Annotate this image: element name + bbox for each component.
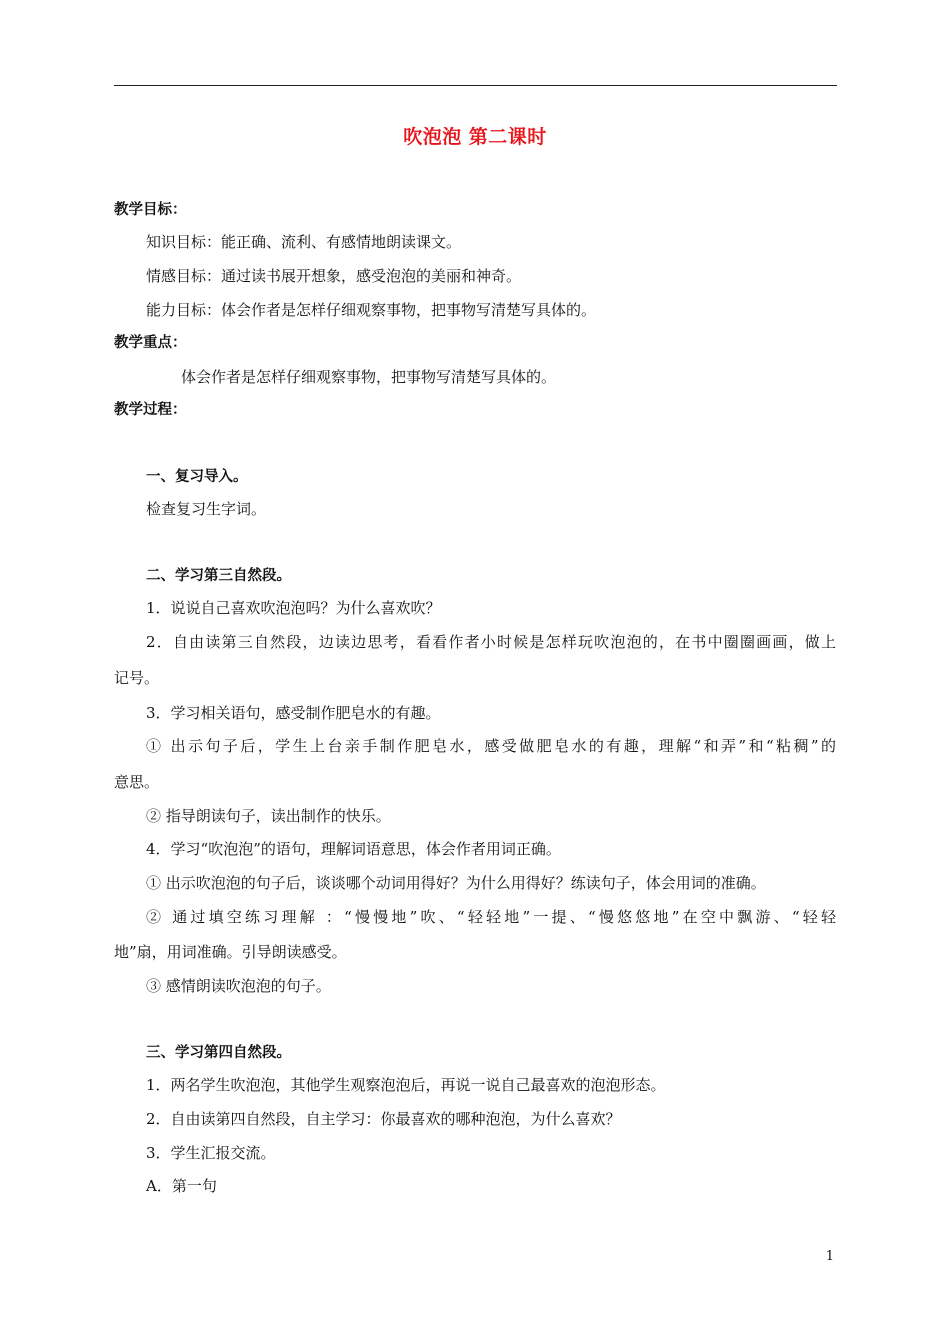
section3-heading: 三、学习第四自然段。 [146,1045,291,1061]
section3-item-a: A．第一句 [146,1177,217,1195]
section2-item4-2-line1: ② 通过填空练习理解 ：“慢慢地”吹、“轻轻地”一提、“慢悠悠地”在空中飘游、“轻轻 [146,908,836,926]
goal-emotion: 情感目标：通过读书展开想象，感受泡泡的美丽和神奇。 [146,267,522,285]
page-title: 吹泡泡 第二课时 [403,126,547,148]
section2-item3: 3．学习相关语句，感受制作肥皂水的有趣。 [146,704,441,722]
section3-item2: 2．自由读第四自然段，自主学习：你最喜欢的哪种泡泡，为什么喜欢？ [146,1110,621,1128]
section1-heading: 一、复习导入。 [146,469,248,485]
section1-text: 检查复习生字词。 [146,500,267,518]
section2-item4-3: ③ 感情朗读吹泡泡的句子。 [146,977,331,995]
section2-item4-1: ① 出示吹泡泡的句子后，谈谈哪个动词用得好？为什么用得好？练读句子，体会用词的准确。 [146,874,766,892]
section3-item1: 1．两名学生吹泡泡，其他学生观察泡泡后，再说一说自己最喜欢的泡泡形态。 [146,1076,666,1094]
section2-item3-1-line2: 意思。 [114,773,160,791]
key-points-text: 体会作者是怎样仔细观察事物，把事物写清楚写具体的。 [181,368,557,386]
section2-item2-line2: 记号。 [114,669,160,687]
goals-heading: 教学目标： [114,202,187,218]
section3-item3: 3．学生汇报交流。 [146,1144,276,1162]
goal-ability: 能力目标：体会作者是怎样仔细观察事物，把事物写清楚写具体的。 [146,301,597,319]
page-number: 1 [825,1249,834,1264]
section2-item2-line1: 2．自由读第三自然段，边读边思考，看看作者小时候是怎样玩吹泡泡的，在书中圈圈画画，做上 [146,633,836,651]
header-rule [114,85,837,86]
process-heading: 教学过程： [114,402,187,418]
section2-item4: 4．学习“吹泡泡”的语句，理解词语意思，体会作者用词正确。 [146,840,561,858]
section2-item4-2-line2: 地”扇，用词准确。引导朗读感受。 [114,943,347,961]
section2-item3-2: ② 指导朗读句子，读出制作的快乐。 [146,807,391,825]
section2-item3-1-line1: ① 出示句子后，学生上台亲手制作肥皂水，感受做肥皂水的有趣，理解“和弄”和“粘稠”的 [146,737,836,755]
section2-heading: 二、学习第三自然段。 [146,568,291,584]
section2-item1: 1．说说自己喜欢吹泡泡吗？为什么喜欢吹？ [146,599,441,617]
goal-knowledge: 知识目标：能正确、流利、有感情地朗读课文。 [146,233,462,251]
key-points-heading: 教学重点： [114,335,187,351]
